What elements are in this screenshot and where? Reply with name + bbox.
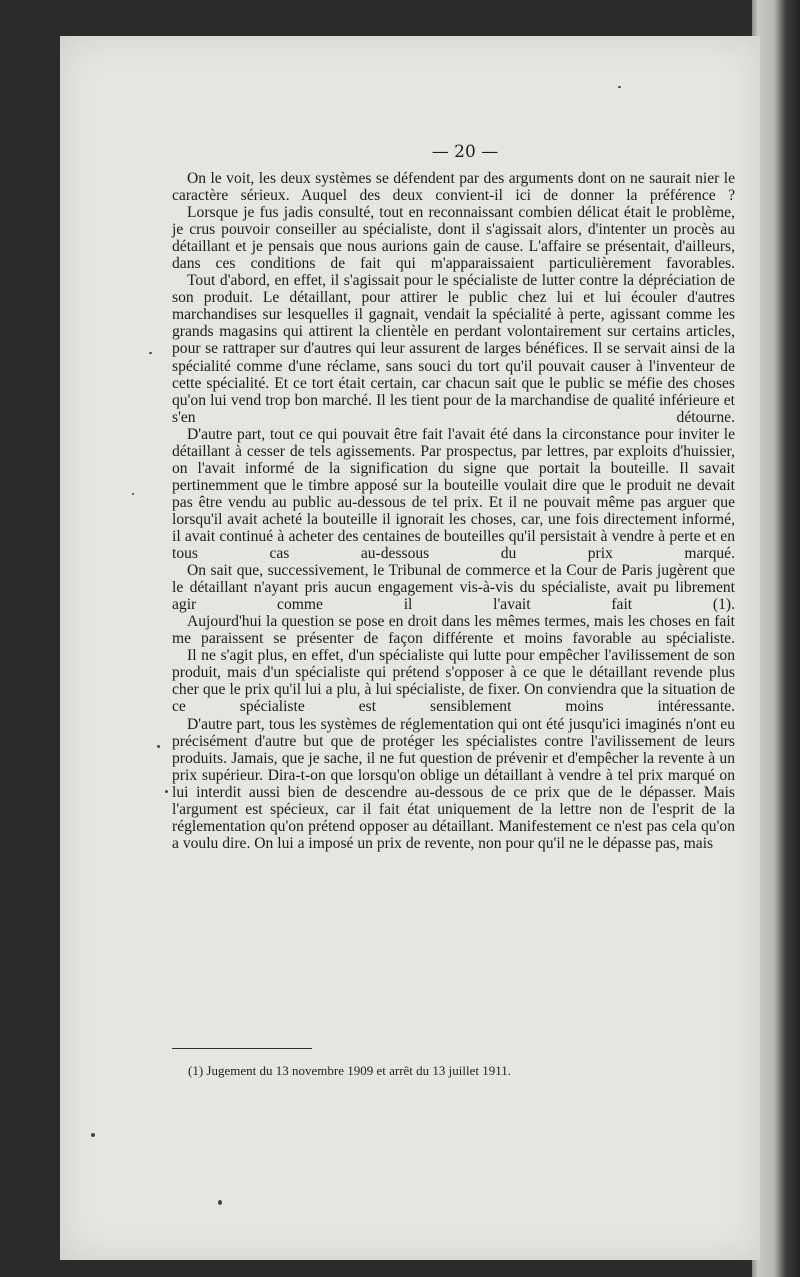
paragraph: D'autre part, tout ce qui pouvait être fait l'avait été dans la circonstance pour inviter le détaillant à cesser de tels agissements. Par prospectus, par lettres, par exploits d'huissier, on l'avait informé de la signification du signe que portait la bouteille. Il savait pertinemment que le timbre apposé sur la bouteille voulait dire que le produit ne devait pas être vendu au public au-dessous de tel prix. Et il ne pouvait même pas arguer que lorsqu'il avait acheté la bouteille il ignorait les choses, car, une fois directement informé, il avait continué à acheter des centaines de bouteilles qu'il persistait à vendre à perte et en tous cas au-dessous du prix marqué. bbox=[172, 425, 735, 563]
ink-speck bbox=[218, 1200, 222, 1205]
body-text bbox=[172, 170, 735, 852]
paragraph: D'autre part, tous les systèmes de réglementation qui ont été jusqu'ici imaginés n'ont eu précisément d'autre but que de protéger les spécialistes contre l'avilissement de leurs produits. Jamais, que je sache, il ne fut question de prévenir et d'empêcher la revente à un prix supérieur. Dira-t-on que lorsqu'on oblige un détaillant à vendre à tel prix marqué on lui interdit aussi bien de descendre au-dessous de ce prix que de le dépasser. Mais l'argument est spécieux, car il fait état uniquement de la lettre non de l'esprit de la réglementation qu'on prétend opposer au détaillant. Manifestement ce n'est pas cela qu'on a voulu dire. On lui a imposé un prix de revente, non pour qu'il ne le dépasse pas, mais bbox=[172, 715, 735, 852]
footnote-rule bbox=[172, 1048, 312, 1049]
page-number: — 20 — bbox=[431, 142, 499, 162]
ink-speck bbox=[157, 745, 160, 748]
ink-speck bbox=[132, 493, 134, 495]
ink-speck bbox=[91, 1133, 95, 1137]
paragraph: Aujourd'hui la question se pose en droit dans les mêmes termes, mais les choses en fait me paraissent se présenter de façon différente et moins favorable au spécialiste. bbox=[172, 613, 735, 648]
paragraph: On sait que, successivement, le Tribunal de commerce et la Cour de Paris jugèrent que le détaillant n'ayant pris aucun engagement vis-à-vis du spécialiste, avait pu librement agir comme il l'avait fait (1). bbox=[172, 562, 735, 614]
ink-speck bbox=[618, 86, 621, 88]
paragraph: Lorsque je fus jadis consulté, tout en reconnaissant combien délicat était le problème, je crus pouvoir conseiller au spécialiste, dont il s'agissait alors, d'intenter un procès au détaillant et je pensais que nous aurions gain de cause. L'affaire se présentait, d'ailleurs, dans ces conditions de fait qui m'apparaissaient particulièrement favorables. bbox=[172, 204, 735, 273]
ink-speck bbox=[165, 790, 168, 793]
paragraph: On le voit, les deux systèmes se défendent par des arguments dont on ne saurait nier le caractère sérieux. Auquel des deux convient-il ici de donner la préférence ? bbox=[172, 170, 735, 205]
ink-speck bbox=[149, 352, 152, 354]
paragraph: Tout d'abord, en effet, il s'agissait pour le spécialiste de lutter contre la dépréciation de son produit. Le détaillant, pour attirer le public chez lui et lui écouler d'autres marchandises sur lesquelles il gagnait, vendait la spécialité à perte, agissant comme les grands magasins qui attirent la clientèle en perdant volontairement sur certains articles, pour se rattraper sur d'autres qui leur assurent de larges bénéfices. Il se servait ainsi de la spécialité comme d'une réclame, sans souci du tort qu'il pouvait causer à l'inventeur de cette spécialité. Et ce tort était certain, car chacun sait que le public se méfie des choses qu'on lui vend trop bon marché. Il les tient pour de la marchandise de qualité inférieure et s'en détourne. bbox=[172, 272, 735, 426]
paragraph: Il ne s'agit plus, en effet, d'un spécialiste qui lutte pour empêcher l'avilissement de son produit, mais d'un spécialiste qui prétend s'opposer à ce que le détaillant revende plus cher que le prix qu'il lui a plu, à lui spécialiste, de fixer. On conviendra que la situation de ce spécialiste est sensiblement moins intéressante. bbox=[172, 647, 735, 716]
footnote: (1) Jugement du 13 novembre 1909 et arrêt du 13 juillet 1911. bbox=[188, 1063, 512, 1078]
